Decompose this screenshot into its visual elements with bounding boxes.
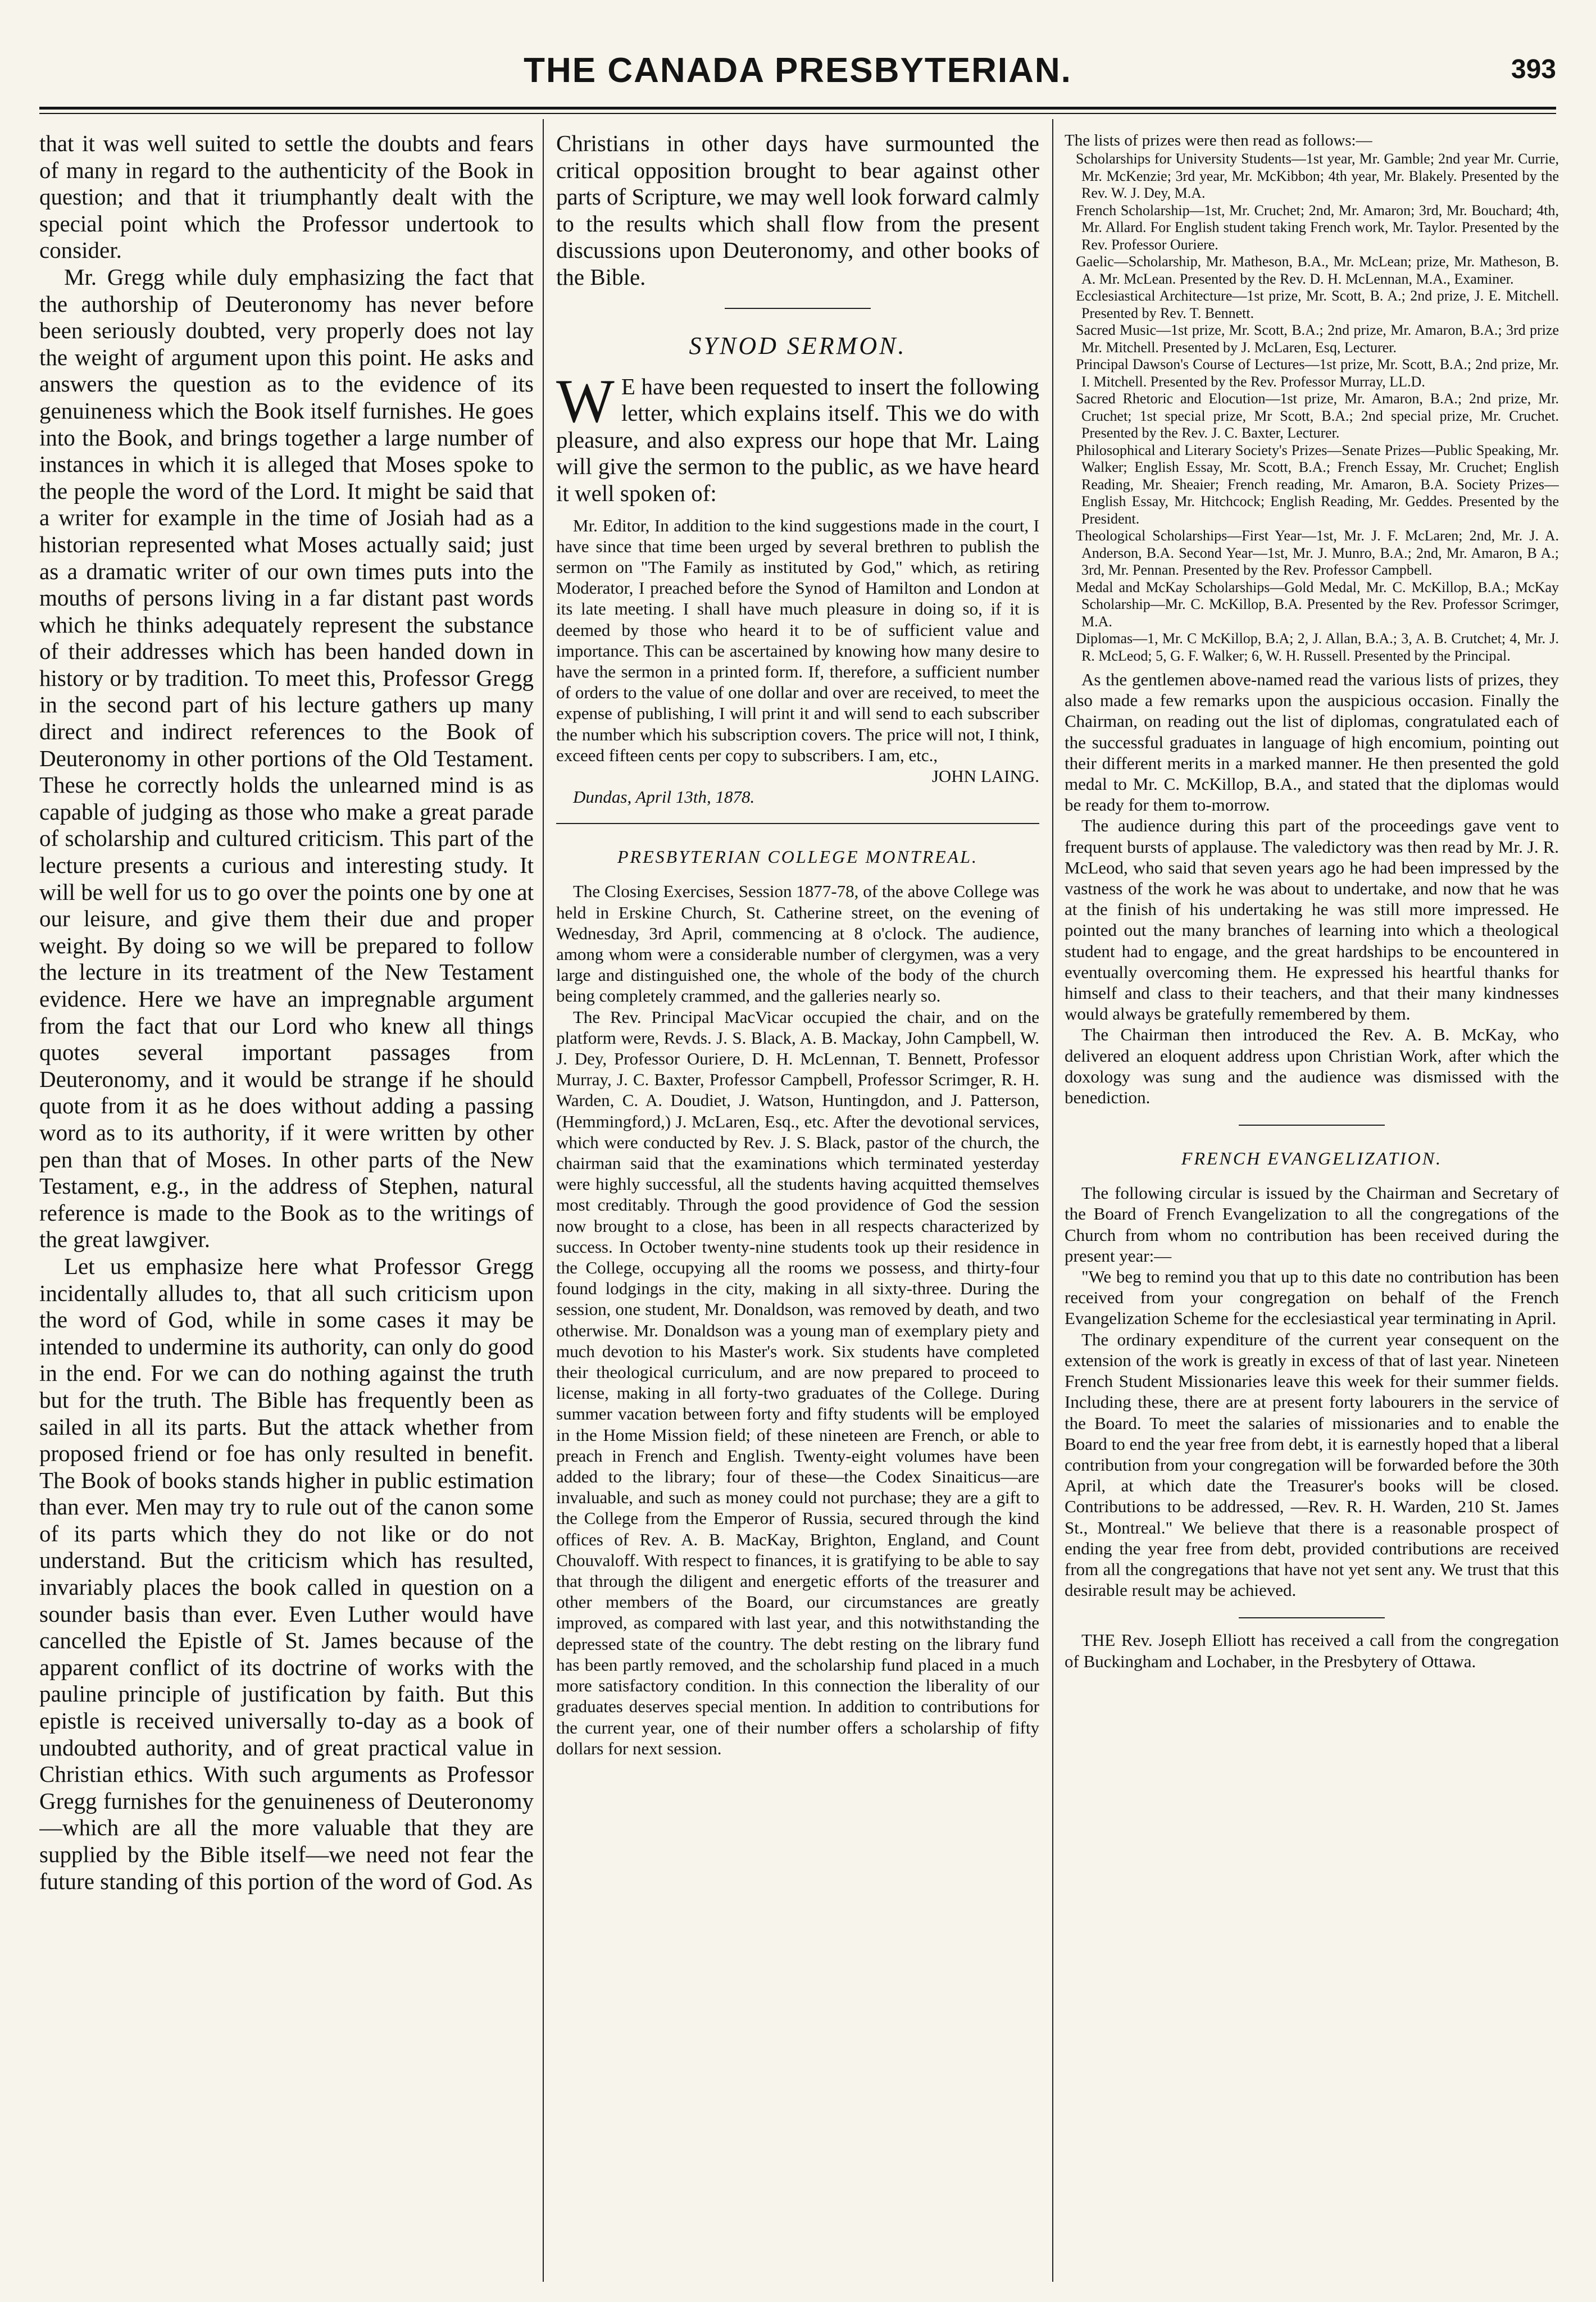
letter-dateline: Dundas, April 13th, 1878. bbox=[573, 787, 755, 807]
section-divider bbox=[1239, 1125, 1385, 1126]
column-right bbox=[1065, 130, 1559, 2282]
article-paragraph: that it was well suited to settle the doubts and fears of many in regard to the authenticity of the Book in question; and that it triumphantly dealt with the special point which the Professor undertook to consider. bbox=[39, 130, 534, 263]
prize-entry: Diplomas—1, Mr. C McKillop, B.A; 2, J. Allan, B.A.; 3, A. B. Crutchet; 4, Mr. J. R. McLeod; 5, G. F. Walker; 6, W. H. Russell. Presented by the Principal. bbox=[1076, 630, 1559, 664]
prize-entry: Philosophical and Literary Society's Prizes—Senate Prizes—Public Speaking, Mr. Walker; English Essay, Mr. Scott, B.A.; French Essay, Mr. Cruchet; English Reading, Mr. Sheaier; French reading, Mr. Amaron, B.A. Society Prizes—English Essay, Mr. Hitchcock; English Reading, Mr. Geddes. Presented by the President. bbox=[1076, 442, 1559, 527]
prize-entry: Theological Scholarships—First Year—1st, Mr. J. F. McLaren; 2nd, Mr. J. A. Anderson, B.A. Second Year—1st, Mr. J. Munro, B.A.; 2nd, Mr. Amaron, B A.; 3rd, Mr. Pennan. Presented by the Rev. Professor Campbell. bbox=[1076, 527, 1559, 578]
prize-entry: Ecclesiastical Architecture—1st prize, Mr. Scott, B. A.; 2nd prize, J. E. Mitchell. Presented by Rev. T. Bennett. bbox=[1076, 288, 1559, 321]
section-divider bbox=[556, 823, 1039, 824]
article-paragraph: Let us emphasize here what Professor Gregg incidentally alludes to, that all such criticism upon the word of God, while in some cases it may be intended to undermine its authority, can only do good in the end. For we can do nothing against the truth but for the truth. The Bible has frequently been as sailed in all its parts. But the attack whether from proposed friend or foe has only resulted in benefit. The Book of books stands higher in public estimation than ever. Men may try to rule out of the canon some of its parts which they do not like or do not understand. But the criticism which has resulted, invariably places the book called in question on a sounder basis than ever. Even Luther would have cancelled the Epistle of St. James because of the apparent conflict of its doctrine of works with the pauline principle of justification by faith. But this epistle is received universally to-day as a book of undoubted authority, and of great practical value in Christian ethics. With such arguments as Professor Gregg furnishes for the genuineness of Deuteronomy—which are all the more valuable that they are supplied by the Bible itself—we need not fear the future standing of this portion of the word of God. As bbox=[39, 1253, 534, 1894]
page-number: 393 bbox=[1511, 54, 1556, 84]
drop-cap: W bbox=[556, 366, 615, 435]
article-continuation: Christians in other days have surmounted the critical opposition brought to bear against other parts of Scripture, we may well look forward calmly to the results which shall flow from the present discussions upon Deuteronomy, and other books of the Bible. bbox=[556, 130, 1039, 290]
synod-sermon-heading: SYNOD SERMON. bbox=[689, 331, 907, 360]
college-heading: PRESBYTERIAN COLLEGE MONTREAL. bbox=[617, 847, 978, 867]
header-rule-thick bbox=[39, 107, 1556, 110]
college-paragraph: The Rev. Principal MacVicar occupied the chair, and on the platform were, Revds. J. S. Black, A. B. Mackay, John Campbell, W. J. Dey, Professor Ouriere, D. H. McLennan, T. Bennett, Professor Murray, J. C. Baxter, Professor Campbell, Professor Scrimger, R. H. Warden, C. A. Doudiet, J. Watson, Huntingdon, and J. Patterson, (Hemmingford,) J. McLaren, Esq., etc. After the devotional services, which were conducted by Rev. J. S. Black, pastor of the church, the chairman said that the examinations which terminated yesterday were highly successful, all the students having acquitted themselves most creditably. Through the good providence of God the session now brought to a close, has been in all respects characterized by success. In October twenty-nine students took up their residence in the College, occupying all the rooms we possess, and thirty-four found lodgings in the city, making in all sixty-three. During the session, one student, Mr. Donaldson, was removed by death, and two otherwise. Mr. Donaldson was a young man of exemplary piety and much devotion to his Master's work. Six students have completed their theological curriculum, and are now prepared to proceed to license, making in all forty-two graduates of the College. During summer vacation between forty and fifty students will be employed in the Home Mission field; of these nineteen are French, or able to preach in French and English. Twenty-eight volumes have been added to the library; four of these—the Codex Sinaiticus—are invaluable, and such as money could not purchase; they are a gift to the College from the Emperor of Russia, secured through the kind offices of Rev. A. B. MacKay, Brighton, England, and Count Chouvaloff. With respect to finances, it is gratifying to be able to say that through the diligent and energetic efforts of the treasurer and other members of the Board, our circumstances are greatly improved, as compared with last year, and this notwithstanding the depressed state of the country. The debt resting on the library fund has been partly removed, and the scholarship fund placed in a much more satisfactory condition. In this connection the liberality of our graduates deserves special mention. In addition to contributions for the current year, one of their number offers a scholarship of fifty dollars for next session. bbox=[556, 1007, 1039, 1758]
college-paragraph: As the gentlemen above-named read the various lists of prizes, they also made a few remarks upon the auspicious occasion. Finally the Chairman, on reading out the list of diplomas, congratulated each of the successful graduates in language of high encomium, pointing out their different merits in a marked manner. He then presented the gold medal to Mr. C. McKillop, B.A., and stated that the diplomas would be ready for them to-morrow. bbox=[1065, 670, 1559, 815]
college-paragraph: The audience during this part of the proceedings gave vent to frequent bursts of applause. The valedictory was then read by Mr. J. R. McLeod, who said that seven years ago he had been impressed by the vastness of the work he was about to undertake, and now that he was at the finish of his undertaking he was still more impressed. He pointed out the many branches of learning into which a theological student had to engage, and the great hardships to be encountered in eventually overcoming them. He expressed his heartful thanks for himself and class to their teachers, and that their many kindnesses would always be gratefully remembered by them. bbox=[1065, 816, 1559, 1024]
section-divider bbox=[1239, 1617, 1385, 1618]
section-divider bbox=[725, 308, 871, 309]
synod-letter: Mr. Editor, In addition to the kind suggestions made in the court, I have since that time been urged by several brethren to publish the sermon on "The Family as instituted by God," which, as retiring Moderator, I preached before the Synod of Hamilton and London at its late meeting. I shall have much pleasure in doing so, if it is deemed by those who heard it to be of sufficient value and importance. This can be ascertained by knowing how many desire to have the sermon in a printed form. If, therefore, a sufficient number of orders to the value of one dollar and over are received, to meet the expense of publishing, I will print it and will send to each subscriber the number which his subscription covers. The price will not, I think, exceed fifteen cents per copy to subscribers. I am, etc., bbox=[556, 515, 1039, 765]
prize-entry: Principal Dawson's Course of Lectures—1st prize, Mr. Scott, B.A.; 2nd prize, Mr. I. Mitchell. Presented by the Rev. Professor Murray, LL.D. bbox=[1076, 356, 1559, 390]
prize-entry: French Scholarship—1st, Mr. Cruchet; 2nd, Mr. Amaron; 3rd, Mr. Bouchard; 4th, Mr. Allard. For English student taking French work, Mr. Taylor. Presented by the Rev. Professor Ouriere. bbox=[1076, 202, 1559, 253]
prizes-intro: The lists of prizes were then read as follows:— bbox=[1065, 131, 1372, 149]
prize-entry: Gaelic—Scholarship, Mr. Matheson, B.A., Mr. McLean; prize, Mr. Matheson, B. A. Mr. McLean. Presented by the Rev. D. H. McLennan, M.A., Examiner. bbox=[1076, 253, 1559, 287]
french-paragraph: The following circular is issued by the Chairman and Secretary of the Board of French Evangelization to all the congregations of the Church from whom no contribution has been received during the present year:— bbox=[1065, 1183, 1559, 1266]
page-header bbox=[39, 51, 1556, 101]
prize-entry: Sacred Rhetoric and Elocution—1st prize, Mr. Amaron, B.A.; 2nd prize, Mr. Cruchet; 1st special prize, Mr Scott, B.A.; 2nd special prize, Mr. Cruchet. Presented by the Rev. J. C. Baxter, Lecturer. bbox=[1076, 390, 1559, 441]
column-divider-2 bbox=[1052, 119, 1053, 2282]
prize-entry: Medal and McKay Scholarships—Gold Medal, Mr. C. McKillop, B.A.; McKay Scholarship—Mr. C. McKillop, B.A. Presented by the Rev. Professor Scrimger, M.A. bbox=[1076, 579, 1559, 630]
article-paragraph: Mr. Gregg while duly emphasizing the fact that the authorship of Deuteronomy has never before been seriously doubted, very properly does not lay the weight of argument upon this point. He asks and answers the question as to the evidence of its genuineness which the Book itself furnishes. He goes into the Book, and brings together a large number of instances in which it is alleged that Moses spoke to the people the word of the Lord. It might be said that a writer for example in the time of Josiah had as a historian represented what Moses actually said; just as a dramatic writer of our own times puts into the mouths of persons living in a far distant past words which he thinks adequately represent the substance of their addresses which has been handed down in history or by tradition. To meet this, Professor Gregg in the second part of his lecture gathers up many direct and indirect references to the Book of Deuteronomy in other portions of the Old Testament. These he correctly holds the unlearned mind is as capable of judging as those who make a great parade of scholarship and cultured criticism. This part of the lecture presents a curious and interesting study. It will be well for us to go over the points one by one at our leisure, and give them their due and proper weight. By doing so we will be prepared to follow the lecture in its treatment of the New Testament evidence. Here we have an impregnable argument from the fact that our Lord who knew all things quotes several important passages from Deuteronomy, and it would be strange if he should quote from it as he does without adding a passing word as to its authority, if it were written by other pen than that of Moses. In other parts of the New Testament, e.g., in the address of Stephen, natural reference is made to the Book as to the writings of the great lawgiver. bbox=[39, 263, 534, 1253]
column-left bbox=[39, 130, 534, 2282]
column-divider-1 bbox=[543, 119, 544, 2282]
letter-signature: JOHN LAING. bbox=[931, 766, 1039, 786]
college-paragraph: The Chairman then introduced the Rev. A. B. McKay, who delivered an eloquent address upon Christian Work, after which the doxology was sung and the audience was dismissed with the benediction. bbox=[1065, 1025, 1559, 1108]
french-paragraph: The ordinary expenditure of the current year consequent on the extension of the work is greatly in excess of that of last year. Nineteen French Student Missionaries leave this week for their summer fields. Including these, there are at present forty labourers in the service of the Board. To meet the salaries of missionaries and to enable the Board to end the year free from debt, it is earnestly hoped that a liberal contribution from your congregation will be forwarded before the 30th April, at which date the Treasurer's books will be closed. Contributions to be addressed, —Rev. R. H. Warden, 210 St. James St., Montreal." We believe that there is a reasonable prospect of ending the year free from debt, provided contributions are received from all the congregations that have not yet sent any. We trust that this desirable result may be achieved. bbox=[1065, 1329, 1559, 1600]
masthead-title: THE CANADA PRESBYTERIAN. bbox=[524, 51, 1072, 90]
column-middle bbox=[556, 130, 1039, 2282]
college-paragraph: The Closing Exercises, Session 1877-78, of the above College was held in Erskine Church, St. Catherine street, on the evening of Wednesday, 3rd April, commencing at 8 o'clock. The audience, among whom were a considerable number of clergymen, was a very large and distinguished one, the whole of the body of the church being completely crammed, and the galleries nearly so. bbox=[556, 881, 1039, 1006]
synod-intro-text: E have been requested to insert the following letter, which explains itself. This we do with pleasure, and also express our hope that Mr. Laing will give the sermon to the public, as we have heard it well spoken of: bbox=[556, 373, 1039, 506]
prize-entry: Sacred Music—1st prize, Mr. Scott, B.A.; 2nd prize, Mr. Amaron, B.A.; 3rd prize Mr. Mitchell. Presented by J. McLaren, Esq, Lecturer. bbox=[1076, 322, 1559, 356]
notice-paragraph: THE Rev. Joseph Elliott has received a call from the congregation of Buckingham and Lochaber, in the Presbytery of Ottawa. bbox=[1065, 1630, 1559, 1671]
prize-entry: Scholarships for University Students—1st year, Mr. Gamble; 2nd year Mr. Currie, Mr. McKenzie; 3rd year, Mr. McKibbon; 4th year, Mr. Blakely. Presented by the Rev. W. J. Dey, M.A. bbox=[1076, 151, 1559, 201]
header-rule-thin bbox=[39, 113, 1556, 114]
french-evangelization-heading: FRENCH EVANGELIZATION. bbox=[1181, 1148, 1443, 1169]
synod-intro bbox=[556, 366, 1039, 507]
french-paragraph: "We beg to remind you that up to this date no contribution has been received from your congregation on behalf of the French Evangelization Scheme for the ecclesiastical year terminating in April. bbox=[1065, 1267, 1559, 1329]
